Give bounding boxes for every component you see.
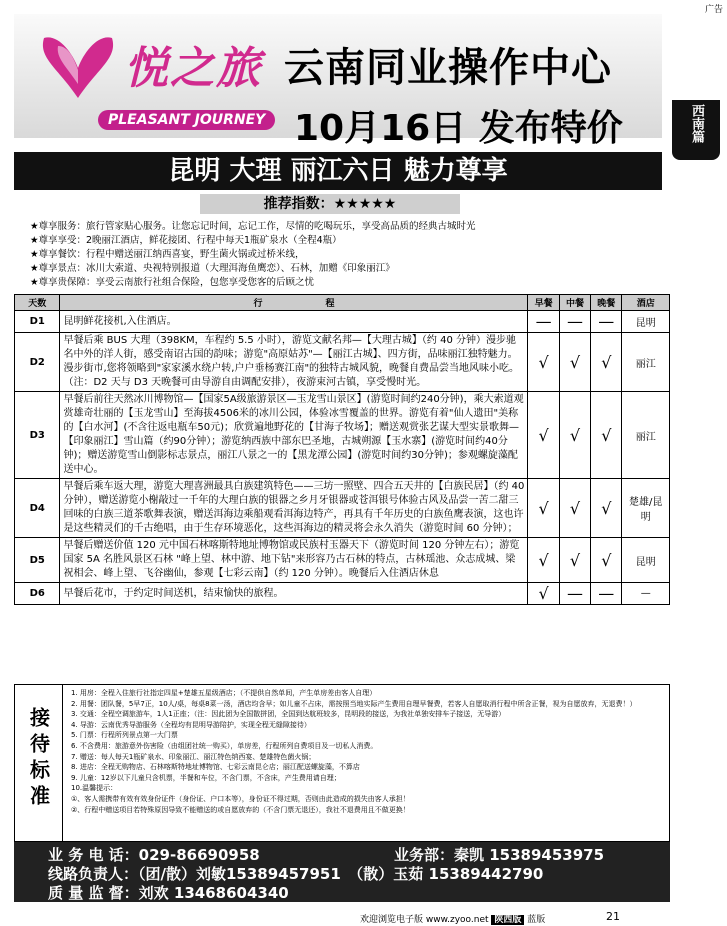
breakfast-cell: √ [528, 479, 559, 538]
col-dinner: 晚餐 [591, 295, 622, 311]
table-row [15, 583, 670, 605]
dept-line [394, 844, 604, 865]
table-row [15, 311, 670, 333]
day-cell: D1 [15, 311, 60, 333]
breakfast-cell: √ [528, 333, 559, 392]
itinerary-cell: 昆明鲜花接机,入住酒店。 [60, 311, 528, 333]
brand-name-en: PLEASANT JOURNEY [98, 110, 275, 130]
table-row [15, 333, 670, 392]
reception-item: 6. 不含费用：旅游意外伤害险（由组团社统一购买），单房差，行程所列自费项目及一切私人消费。 [71, 741, 378, 750]
hotel-cell: 昆明 [622, 538, 670, 583]
phone-number: 029-86690958 [138, 846, 260, 864]
service-item: ★尊享景点：冰川大索道、央视特别报道（大理洱海鱼鹰恋）、石林，加赠《印象丽江》 [30, 263, 395, 274]
col-breakfast: 早餐 [528, 295, 559, 311]
lunch-cell: — [559, 311, 590, 333]
table-row [15, 479, 670, 538]
lunch-cell: √ [559, 392, 590, 479]
subheadline: 10月16日 发布特价 [294, 108, 623, 149]
itinerary-table [14, 294, 670, 605]
itinerary-cell: 早餐后赠送价值 120 元中国石林喀斯特地址博物馆或民族村玉器天下（游览时间 120 分钟左右）；游览国家 5A 名胜风景区石林 "峰上望、林中游、地下钻"来形容乃古石林的特点，古林瑶池、众志成城、梁祝相会、峰上望、飞谷幽仙，参观【七彩云南】（约 120 分钟）。晚餐后入住酒店休息 [60, 538, 528, 583]
hotel-cell: 丽江 [622, 333, 670, 392]
headline: 云南同业操作中心 [284, 44, 612, 91]
quality-line [48, 882, 289, 903]
reception-item: 1. 用房：全程入住旅行社指定四星+楚雄五星级酒店；（不提供自然单间，产生单房差由客人自理） [71, 689, 377, 697]
itinerary-cell: 早餐后乘 BUS 大理（398KM，车程约 5.5 小时），游览文献名邦—【大理古城】（约 40 分钟）漫步驰名中外的洋人街，感受南诏古国的韵味；游览"高原姑苏"—【丽江古城】、四方街，品味丽江独特魅力。漫步街市,您将领略到"家家溪水绕户转,户户垂杨赛江南"的独特古城风貌，晚餐自费品尝当地风味小吃。（注：D2 天与 D3 天晚餐可由导游自由调配安排），夜游束河古镇，享受慢时光。 [60, 333, 528, 392]
footer-text: 欢迎浏览电子版 www.zyoo.net [360, 915, 489, 925]
line-manager-label: 线路负责人： [48, 865, 139, 883]
contact-bar [14, 842, 670, 902]
service-item: ★尊享餐饮：行程中赠送丽江纳西喜宴，野生菌火锅或过桥米线， [30, 249, 305, 260]
reception-item: ②、行程中赠送项目若特殊原因导致不能赠送的或自愿放弃的（不含门票无退还），我社不退费用且不做更换！ [71, 805, 410, 814]
itinerary-cell: 早餐后前往天然冰川博物馆—【国家5A级旅游景区—玉龙雪山景区】(游览时间约240分钟)，乘大索道观赏雄奇壮丽的【玉龙雪山】至海拔4506米的冰川公园，体验冰雪覆盖的世界。游览有着"仙人遗田"美称的【白水河】(不含往返电瓶车50元)；欣赏遍地野花的【甘海子牧场】；赠送观赏张艺谋大型实景歌舞—【印象丽江】雪山篇（约90分钟）；游览纳西族中部东巴圣地，古城朔源【玉水寨】(游览时间约40分钟)；赠送游览雪山倒影标志景点，丽江八景之一的【黑龙潭公园】(游览时间约30分钟)；参观螺旋藻配送中心。 [60, 392, 528, 479]
dinner-cell: √ [591, 538, 622, 583]
reception-standard-box [14, 684, 670, 842]
region-side-tab [672, 100, 720, 160]
service-list [30, 220, 660, 290]
table-header-row [15, 295, 670, 311]
col-itinerary: 行 程 [60, 295, 528, 311]
quality-label: 质 量 监 督： [48, 884, 139, 902]
col-hotel: 酒店 [622, 295, 670, 311]
region-side-tab-label: 西南篇 [689, 104, 704, 143]
service-item: ★尊享享受：2晚丽江酒店，鲜花接团、行程中每天1瓶矿泉水（全程4瓶） [30, 235, 342, 246]
lunch-cell: — [559, 583, 590, 605]
phone-label: 业 务 电 话： [48, 846, 139, 864]
breakfast-cell: √ [528, 538, 559, 583]
hotel-cell: 昆明 [622, 311, 670, 333]
dinner-cell: — [591, 311, 622, 333]
header-banner [14, 14, 662, 149]
day-cell: D2 [15, 333, 60, 392]
line-manager-contact: （团/散）刘敏15389457951 （散）玉茹 15389442790 [138, 865, 544, 883]
phone-line [48, 844, 260, 865]
breakfast-cell: √ [528, 583, 559, 605]
reception-label [15, 685, 63, 841]
reception-item: 9. 儿童：12岁以下儿童只含机票，半餐和车位，不含门票，不含床，产生费用请自理； [71, 773, 341, 782]
breakfast-cell: √ [528, 392, 559, 479]
col-day: 天数 [15, 295, 60, 311]
dinner-cell: — [591, 583, 622, 605]
itinerary-cell: 早餐后花市，于约定时间送机，结束愉快的旅程。 [60, 583, 528, 605]
hotel-cell: 丽江 [622, 392, 670, 479]
ad-tag: 广告 [704, 5, 723, 15]
breakfast-cell: — [528, 311, 559, 333]
reception-item: 7. 赠送：每人每天1瓶矿泉水、印象丽江、丽江特色纳西宴、楚雄特色菌火锅； [71, 752, 316, 761]
lunch-cell: √ [559, 333, 590, 392]
recommend-rating: 推荐指数：★★★★★ [200, 194, 460, 214]
footer-edition: 蓝版 [527, 915, 546, 925]
butterfly-logo-icon [38, 28, 118, 108]
service-item: ★尊享贵保障：享受云南旅行社组合保险，包您享受您客的后顾之忧 [30, 277, 315, 288]
page-number: 21 [606, 910, 620, 923]
footer [360, 912, 545, 925]
table-row [15, 392, 670, 479]
lunch-cell: √ [559, 538, 590, 583]
dinner-cell: √ [591, 479, 622, 538]
reception-item: 2. 用餐：团队餐，5早7正，10人/桌，每桌8菜一汤，酒店均含早；如儿童不占床，需按照当地实际产生费用自理早餐费，若客人自愿取消行程中所含正餐，视为自愿放弃，无退费！） [71, 699, 637, 708]
dept-contact: 秦凯 15389453975 [454, 846, 605, 864]
reception-item: 4. 导游：云南优秀导游服务（全程均有昆明导游陪护，实现全程无缝隙接待） [71, 720, 311, 729]
reception-item: 5. 门票：行程所列景点第一大门票 [71, 731, 178, 740]
line-manager-line [48, 863, 543, 884]
day-cell: D4 [15, 479, 60, 538]
itinerary-cell: 早餐后乘车返大理，游览大理喜洲最具白族建筑特色——三坊一照壁、四合五天井的【白族民居】（约 40 分钟），赠送游览小榭敲过一千年的大理白族的银器之乡月牙银器或苍洱银号体验古风及品尝一苦二甜三回味的白族三道茶歌舞表演，赠送洱海边乘船观看洱海边特产，再具有千年历史的白族鱼鹰表演，这也许是这些精灵们的千古绝唱，由于生存环境恶化，这些洱海边的精灵将会永久消失（游览时间 60 分钟）； [60, 479, 528, 538]
dinner-cell: √ [591, 333, 622, 392]
reception-item: 3. 交通：全程空调旅游车，1人1正座；（注：因此团为全国散拼团，全国到达航班较多，昆明段的接送，为我社单独安排车子接送，无导游） [71, 710, 506, 719]
hotel-cell: — [622, 583, 670, 605]
reception-list [71, 688, 661, 815]
col-lunch: 中餐 [559, 295, 590, 311]
reception-label-text: 接待标准 [26, 707, 51, 811]
reception-item: 10.温馨提示： [71, 784, 118, 793]
lunch-cell: √ [559, 479, 590, 538]
reception-item: 8. 进店：全程无购物店、石林喀斯特地址博物馆、七彩云南昆仑店；丽江配送螺旋藻，不算店 [71, 763, 360, 772]
service-item: ★尊享服务：旅行管家贴心服务。让您忘记时间，忘记工作，尽情的吃喝玩乐，享受高品质的经典古城时光 [30, 221, 476, 232]
quality-contact: 刘欢 13468604340 [138, 884, 289, 902]
reception-item: ①、客人需携带有效有效身份证件（身份证、户口本等），身份证不得过期，否则由此造成的损失由客人承担！ [71, 794, 410, 803]
day-cell: D6 [15, 583, 60, 605]
footer-edition-tag: 陕西版 [491, 915, 524, 925]
dept-label: 业务部： [394, 846, 455, 864]
hotel-cell: 楚雄/昆明 [622, 479, 670, 538]
brand-name-cn: 悦之旅 [124, 43, 262, 94]
table-row [15, 538, 670, 583]
day-cell: D5 [15, 538, 60, 583]
day-cell: D3 [15, 392, 60, 479]
dinner-cell: √ [591, 392, 622, 479]
route-title: 昆明 大理 丽江六日 魅力尊享 [14, 152, 662, 190]
